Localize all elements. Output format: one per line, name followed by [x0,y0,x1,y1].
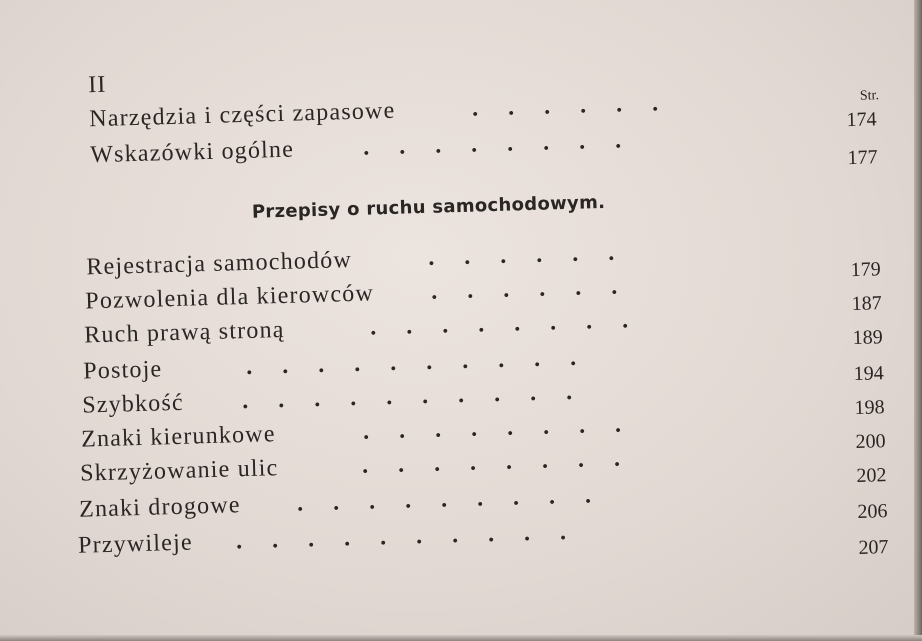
entry-page-number: 198 [854,396,885,420]
entry-title: Ruch prawą stroną [83,316,285,349]
entry-page-number: 202 [856,464,887,487]
page-edge-shadow [914,0,922,641]
entry-title: Przywileje [77,529,194,559]
leader-dots: . . . . . . [427,239,615,271]
leader-dots: . . . . . . [471,90,659,122]
entry-title: Rejestracja samochodów [86,246,353,281]
entry-page-number: 174 [846,108,877,132]
leader-dots: . . . . . . . . [369,307,629,341]
leader-dots: . . . . . . . . [362,411,622,445]
leader-dots: . . . . . . . . . . [235,519,567,555]
leader-dots: . . . . . . . . . . [245,344,577,380]
leader-dots: . . . . . . . . [362,127,622,161]
section-number: II [87,71,107,99]
leader-dots: . . . . . . [430,273,618,305]
entry-title: Znaki kierunkowe [80,421,276,453]
entry-page-number: 206 [857,500,888,523]
page-column-label: Str. [859,88,880,104]
entry-title: Wskazówki ogólne [89,136,295,169]
entry-page-number: 200 [855,430,886,453]
entry-title: Skrzyżowanie ulic [79,455,279,487]
entry-title: Postoje [82,356,163,385]
entry-page-number: 189 [852,326,883,350]
entry-title: Szybkość [81,389,185,419]
entry-page-number: 207 [858,536,889,559]
entry-page-number: 177 [847,146,878,170]
entry-page-number: 179 [850,258,882,282]
entry-title: Pozwolenia dla kierowców [84,280,375,315]
page-bottom-edge [0,635,922,641]
entry-title: Znaki drogowe [78,492,242,523]
entry-title: Narzędzia i części zapasowe [88,97,396,133]
entry-page-number: 194 [853,362,884,386]
leader-dots: . . . . . . . . . . [241,378,573,415]
leader-dots: . . . . . . . . . [296,482,592,517]
section-heading: Przepisy o ruchu samochodowym. [251,191,606,223]
leader-dots: . . . . . . . . [361,445,621,479]
entry-page-number: 187 [851,292,883,316]
